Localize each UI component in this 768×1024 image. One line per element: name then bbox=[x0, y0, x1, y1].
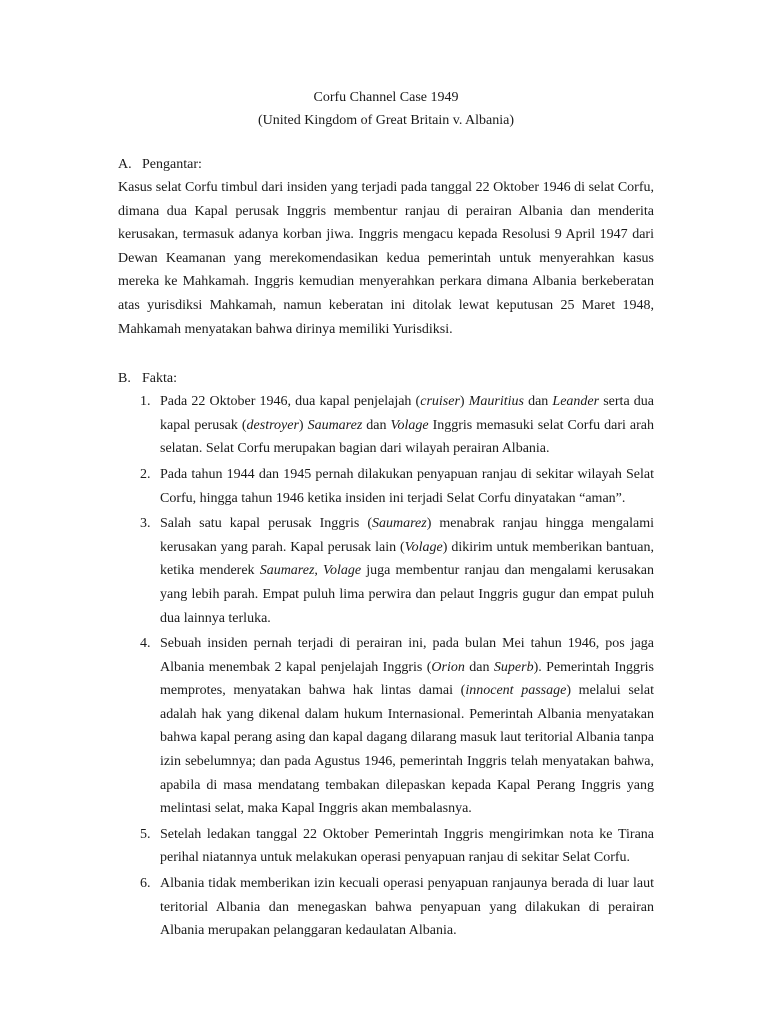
section-a-title: Pengantar: bbox=[142, 157, 202, 172]
section-b-heading bbox=[118, 367, 654, 390]
document-page bbox=[118, 86, 654, 943]
fact-text-segment: dan bbox=[523, 394, 553, 410]
fact-text bbox=[160, 390, 654, 461]
fact-text bbox=[160, 463, 654, 510]
section-a-paragraph: Kasus selat Corfu timbul dari insiden yang terjadi pada tanggal 22 Oktober 1946 di selat Corfu, dimana dua Kapal perusak Inggris membentur ranjau di perairan Albania dan menderita kerusakan, termasuk adanya korban jiwa. Inggris mengacu kepada Resolusi 9 April 1947 dari Dewan Keamanan yang merekomendasikan kedua pemerintah untuk menyerahkan kasus mereka ke Mahkamah. Inggris kemudian menyerahkan perkara dimana Albania berkeberatan atas yurisdiksi Mahkamah, namun keberatan ini ditolak lewat keputusan 25 Maret 1948, Mahkamah menyatakan bahwa dirinya memiliki Yurisdiksi. bbox=[118, 180, 654, 337]
fact-text-italic: Leander bbox=[552, 394, 600, 410]
fact-text-segment: Pada 22 Oktober 1946, dua kapal penjelajah ( bbox=[160, 394, 421, 410]
fact-text-segment: ). Pemerintah Inggris memprotes, menyatakan bahwa hak lintas damai ( bbox=[160, 659, 654, 699]
fact-text-italic: Volage bbox=[404, 539, 443, 555]
fact-number: 4. bbox=[140, 636, 151, 652]
fact-text-segment: Sebuah insiden pernah terjadi di perairan ini, pada bulan Mei tahun 1946, pos jaga Albania menembak 2 kapal penjelajah Inggris ( bbox=[160, 636, 654, 675]
fact-text-segment: ) melalui selat adalah hak yang dikenal dalam hukum Internasional. Pemerintah Albania menyatakan bahwa kapal perang asing dan kapal dagang dilarang masuk laut teritorial Albania tanpa izin sebelumnya; dan pada Agustus 1946, pemerintah Inggris telah menyatakan bahwa, apabila di masa mendatang tembakan dilepaskan kepada Kapal Perang Inggris yang melintasi selat, maka Kapal Inggris akan membalasnya. bbox=[160, 683, 654, 817]
fact-number: 2. bbox=[140, 466, 151, 482]
fact-item bbox=[118, 512, 654, 630]
fact-text-segment: Salah satu kapal perusak Inggris ( bbox=[160, 516, 373, 532]
fact-text-italic: Volage bbox=[323, 563, 362, 579]
fact-text-segment: ) menabrak ranjau hingga mengalami kerusakan yang parah. Kapal perusak lain ( bbox=[160, 516, 654, 555]
fact-list bbox=[118, 390, 654, 943]
fact-number: 5. bbox=[140, 826, 151, 842]
document-title: Corfu Channel Case 1949 bbox=[313, 90, 459, 105]
document-subtitle: (United Kingdom of Great Britain v. Albania) bbox=[257, 113, 515, 128]
fact-text-segment: Inggris memasuki selat Corfu dari arah selatan. Selat Corfu merupakan bagian dari wilayah perairan Albania. bbox=[160, 417, 654, 457]
section-a-letter: A. bbox=[118, 157, 132, 172]
fact-text-segment: Albania tidak memberikan izin kecuali operasi penyapuan ranjaunya berada di luar laut teritorial Albania dan menegaskan bahwa penyapuan yang dilakukan di perairan Albania merupakan pelanggaran kedaulatan Albania. bbox=[160, 876, 654, 939]
fact-item bbox=[118, 823, 654, 870]
document-title-block bbox=[118, 86, 654, 132]
fact-text-segment: Setelah ledakan tanggal 22 Oktober Pemerintah Inggris mengirimkan nota ke Tirana perihal niatannya untuk melakukan operasi penyapuan ranjau di sekitar Selat Corfu. bbox=[160, 826, 654, 866]
fact-text-italic: cruiser bbox=[420, 394, 460, 410]
fact-text-segment: Pada tahun 1944 dan 1945 pernah dilakukan penyapuan ranjau di sekitar wilayah Selat Corfu, hingga tahun 1946 ketika insiden ini terjadi Selat Corfu dinyatakan “aman”. bbox=[160, 466, 654, 506]
fact-text-italic: Saumarez bbox=[259, 563, 315, 579]
fact-text-segment: ) bbox=[298, 417, 308, 433]
fact-number: 1. bbox=[140, 394, 151, 410]
fact-text-segment: juga membentur ranjau dan mengalami kerusakan yang lebih parah. Empat puluh lima perwira dan pelaut Inggris gugur dan empat puluh dua lainnya terluka. bbox=[160, 563, 654, 626]
fact-text-italic: Mauritius bbox=[468, 394, 524, 410]
fact-text-italic: Superb bbox=[493, 659, 534, 675]
fact-text-italic: Orion bbox=[431, 659, 465, 675]
fact-text-segment: dan bbox=[464, 659, 494, 675]
fact-text-italic: Volage bbox=[390, 417, 429, 433]
fact-number: 3. bbox=[140, 516, 151, 532]
fact-text bbox=[160, 512, 654, 630]
fact-text-segment: ) bbox=[459, 394, 469, 410]
fact-text-italic: Saumarez bbox=[307, 417, 363, 433]
fact-text-segment: serta dua kapal perusak ( bbox=[160, 394, 654, 433]
fact-item bbox=[118, 463, 654, 510]
fact-item bbox=[118, 390, 654, 461]
fact-item bbox=[118, 872, 654, 943]
fact-text-segment: dan bbox=[362, 417, 391, 433]
fact-text bbox=[160, 872, 654, 943]
fact-text-italic: Saumarez bbox=[372, 516, 427, 532]
section-a-heading bbox=[118, 153, 654, 176]
section-b-letter: B. bbox=[118, 371, 131, 387]
fact-text bbox=[160, 823, 654, 870]
section-b-title: Fakta: bbox=[142, 371, 177, 387]
fact-item bbox=[118, 632, 654, 821]
section-spacer bbox=[118, 341, 654, 367]
fact-text-segment: ) dikirim untuk memberikan bantuan, ketika menderek bbox=[160, 539, 654, 579]
fact-text-segment: , bbox=[314, 563, 324, 579]
fact-text-italic: innocent passage bbox=[465, 683, 567, 699]
fact-text bbox=[160, 632, 654, 821]
fact-number: 6. bbox=[140, 876, 151, 892]
fact-text-italic: destroyer bbox=[246, 417, 299, 433]
